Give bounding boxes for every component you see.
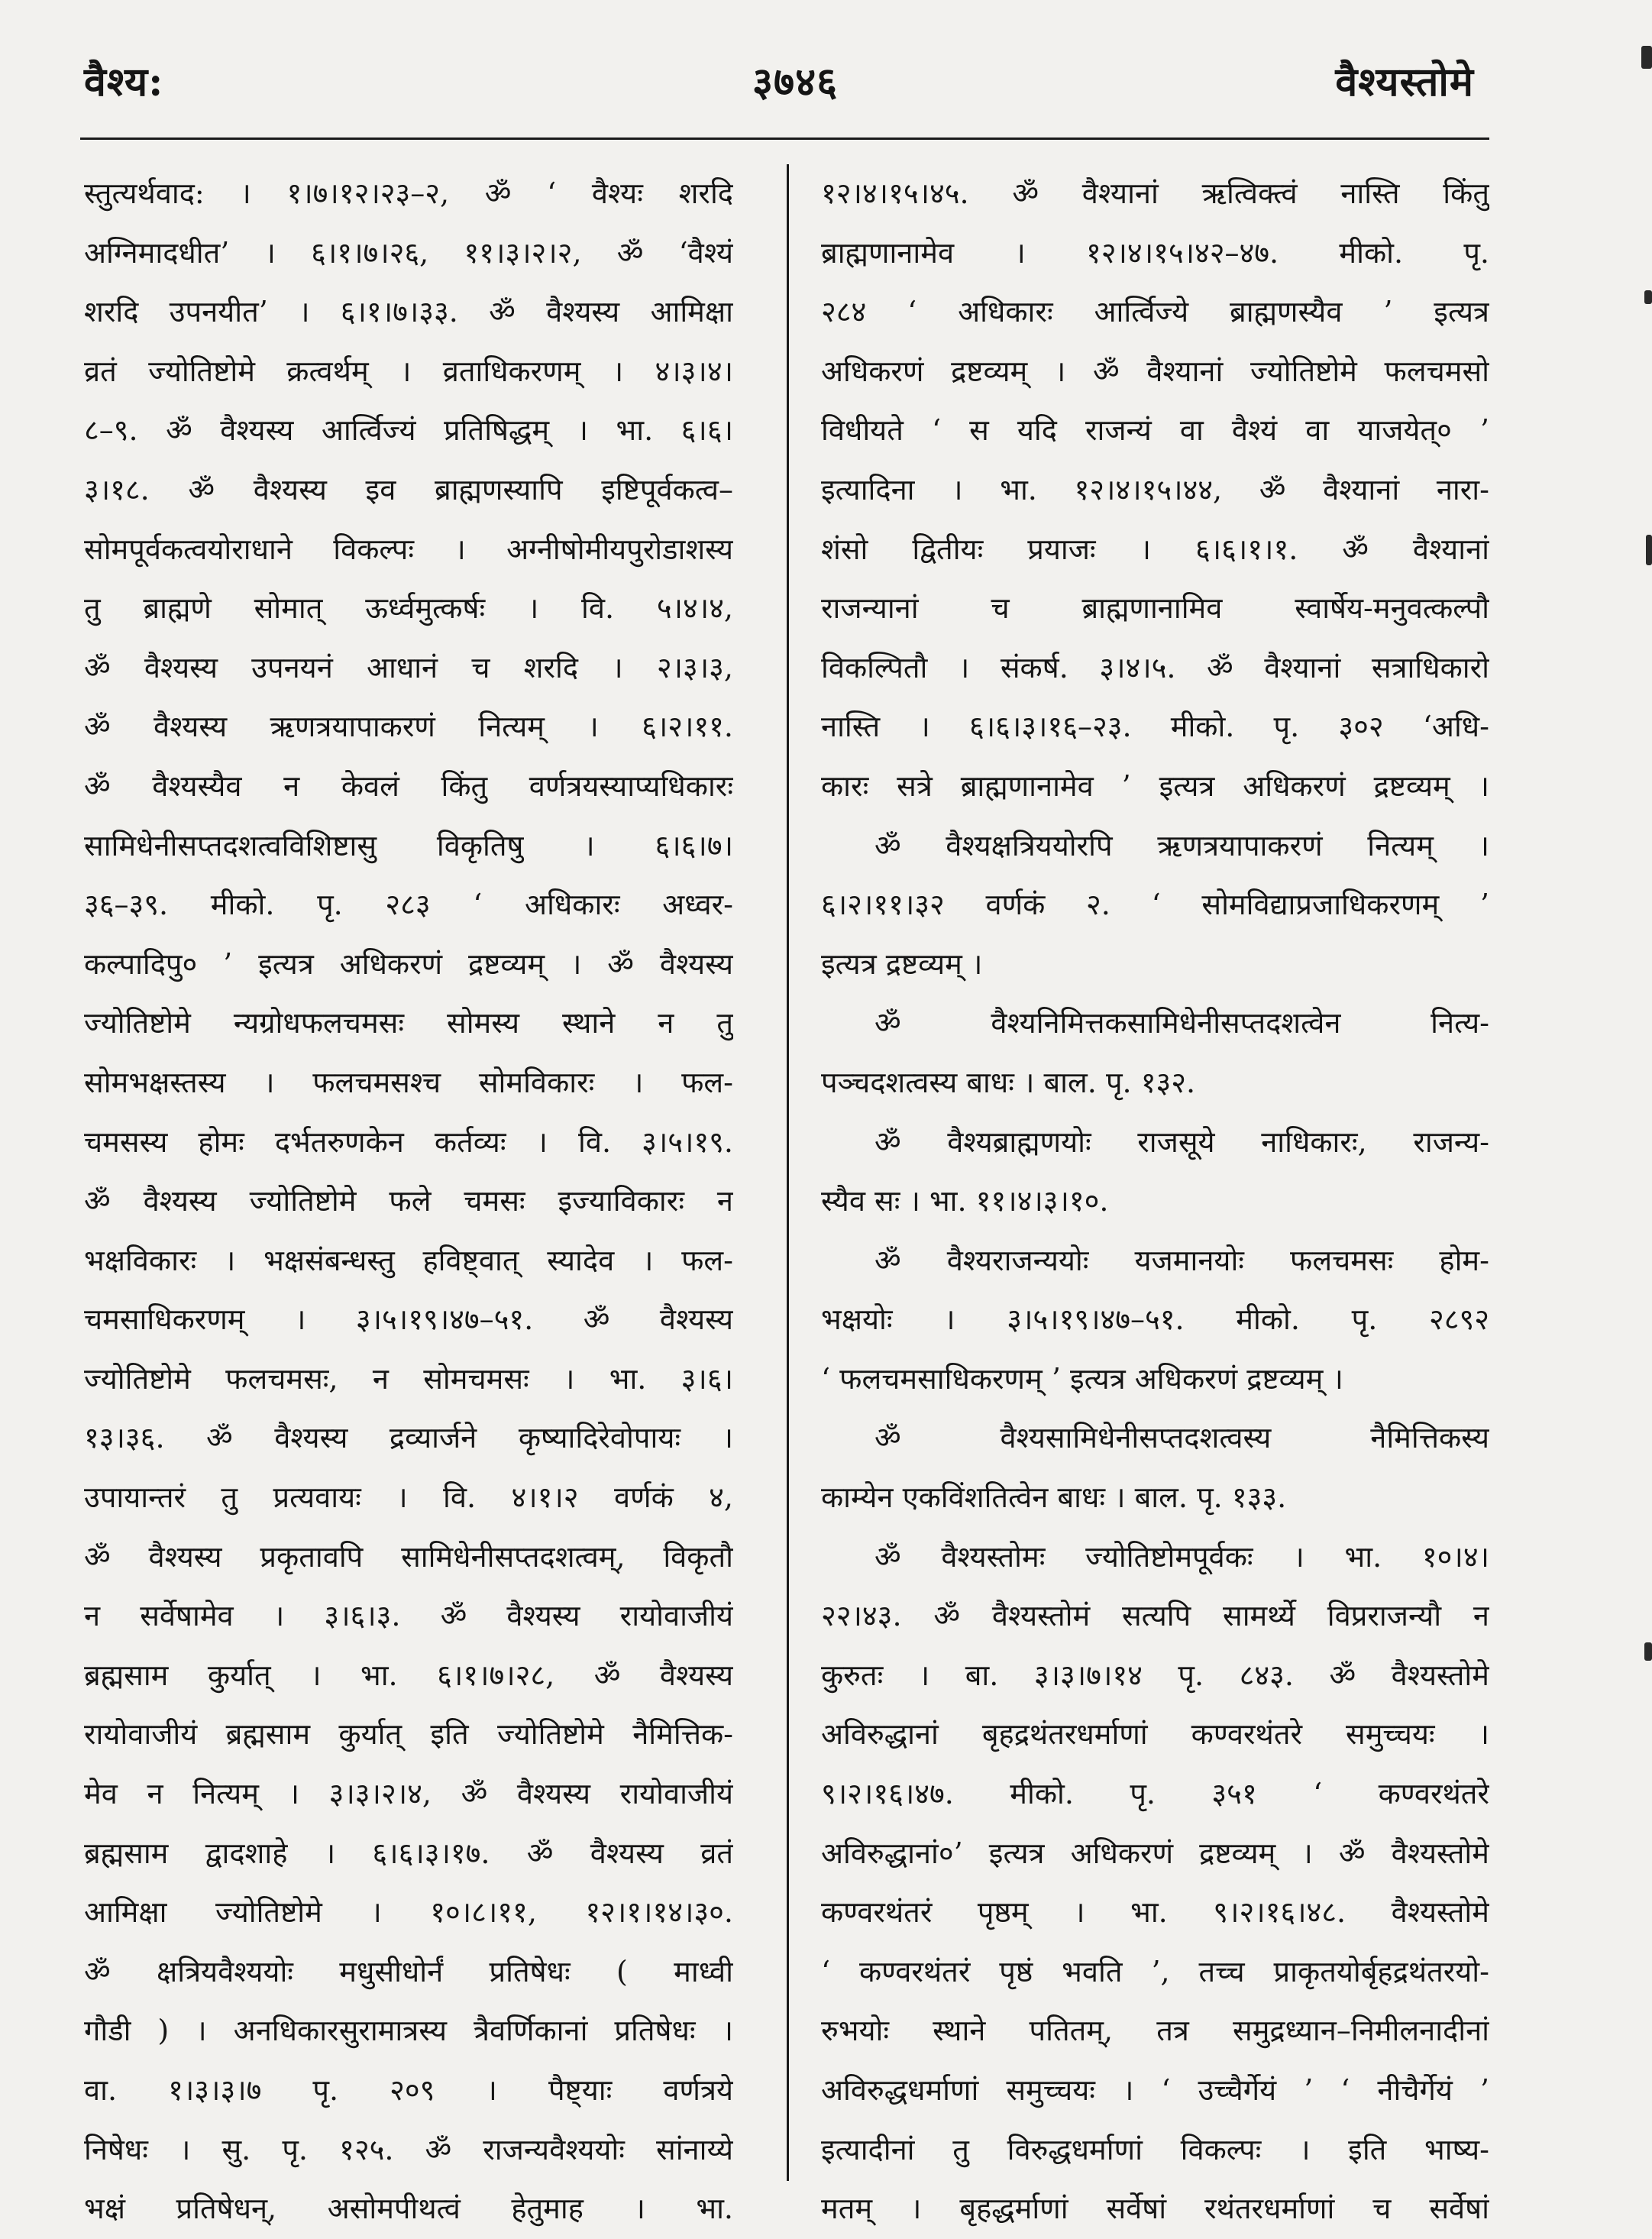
right-column-line: ॐ वैश्यक्षत्रिययोरपि ऋणत्रयापाकरणं नित्यम् । [874, 828, 1489, 862]
right-column-line: ‘ फलचमसाधिकरणम् ’ इत्यत्र अधिकरणं द्रष्टव्यम् । [821, 1361, 1343, 1396]
left-column-line: स्तुत्यर्थवाद: । १।७।१२।२३–२, ॐ ‘ वैश्यः शरदि [84, 176, 733, 210]
right-column-line: अविरुद्धानां०’ इत्यत्र अधिकरणं द्रष्टव्यम् । ॐ वैश्यस्तोमे [821, 1836, 1489, 1870]
right-column-line: ॐ वैश्यब्राह्मणयोः राजसूये नाधिकारः, राजन्य- [874, 1124, 1489, 1159]
left-column-line: कल्पादिपु० ’ इत्यत्र अधिकरणं द्रष्टव्यम् । ॐ वैश्यस्य [84, 946, 733, 981]
left-column-line: ॐ वैश्यस्य प्रकृतावपि सामिधेनीसप्तदशत्वम्, विकृतौ [84, 1539, 733, 1574]
right-column [821, 164, 1489, 2239]
left-column-line: न सर्वेषामेव । ३।६।३. ॐ वैश्यस्य रायोवाजीयं [84, 1599, 733, 1633]
right-column-line: काम्येन एकविंशतित्वेन बाधः । बाल. पृ. १३३. [821, 1480, 1287, 1515]
left-column-line: ॐ वैश्यस्यैव न केवलं किंतु वर्णत्रयस्याप्यधिकारः [84, 768, 733, 803]
right-column-line: इत्यादीनां तु विरुद्धधर्माणां विकल्पः । इति भाष्य- [821, 2132, 1489, 2166]
right-column-line: ६।२।११।३२ वर्णकं २. ‘ सोमविद्याप्रजाधिकरणम् ’ [821, 888, 1489, 922]
scan-edge-mark [1644, 1642, 1652, 1661]
left-column-line: ॐ वैश्यस्य उपनयनं आधानं च शरदि । २।३।३, [84, 650, 733, 684]
right-column-line: विकल्पितौ । संकर्ष. ३।४।५. ॐ वैश्यानां सत्राधिकारो [821, 650, 1489, 684]
left-column-line: ज्योतिष्टोमे फलचमसः, न सोमचमसः । भा. ३।६। [84, 1361, 733, 1396]
left-column-line: ॐ वैश्यस्य ऋणत्रयापाकरणं नित्यम् । ६।२।११. [84, 710, 733, 744]
left-column-line: शरदि उपनयीत’ । ६।१।७।३३. ॐ वैश्यस्य आमिक्षा [84, 295, 733, 329]
right-column-line: रुभयोः स्थाने पतितम्, तत्र समुद्रध्यान–निमीलनादीनां [821, 2014, 1489, 2048]
right-column-line: ब्राह्मणानामेव । १२।४।१५।४२–४७. मीको. पृ. [821, 235, 1489, 270]
right-column-line: शंसो द्वितीयः प्रयाजः । ६।६।१।१. ॐ वैश्यानां [821, 532, 1489, 566]
right-column-line: ‘ कण्वरथंतरं पृष्ठं भवति ’, तच्च प्राकृतयोर्बृहद्रथंतरयो- [821, 1954, 1489, 1988]
left-column-line: चमसाधिकरणम् । ३।५।१९।४७–५१. ॐ वैश्यस्य [84, 1302, 733, 1337]
right-column-line: राजन्यानां च ब्राह्मणानामिव स्वार्षेय-मनुवत्कल्पौ [821, 591, 1489, 626]
left-column-line: ब्रह्मसाम द्वादशाहे । ६।६।३।१७. ॐ वैश्यस्य व्रतं [84, 1836, 733, 1870]
scan-edge-mark [1646, 535, 1652, 565]
left-column-line: मेव न नित्यम् । ३।३।२।४, ॐ वैश्यस्य रायोवाजीयं [84, 1777, 733, 1811]
right-column-line: २८४ ‘ अधिकारः आर्त्विज्ये ब्राह्मणस्यैव ’ इत्यत्र [821, 295, 1489, 329]
right-column-line: मतम् । बृहद्धर्माणां सर्वेषां रथंतरधर्माणां च सर्वेषां [821, 2192, 1489, 2226]
left-column-line: वा. १।३।३।७ पृ. २०९ । पैष्ट्याः वर्णत्रये [84, 2073, 733, 2107]
right-column-line: भक्षयोः । ३।५।१९।४७–५१. मीको. पृ. २८९२ [821, 1302, 1489, 1337]
right-column-line: नास्ति । ६।६।३।१६–२३. मीको. पृ. ३०२ ‘अधि- [821, 710, 1489, 744]
left-column-line: ३।१८. ॐ वैश्यस्य इव ब्राह्मणस्यापि इष्टिपूर्वकत्व– [84, 472, 733, 506]
left-column-line: तु ब्राह्मणे सोमात् ऊर्ध्वमुत्कर्षः । वि. ५।४।४, [84, 591, 733, 626]
right-column-line: अविरुद्धधर्माणां समुच्चयः । ‘ उच्चैर्गेयं ’ ‘ नीचैर्गेयं ’ [821, 2073, 1489, 2107]
right-column-line: कुरुतः । बा. ३।३।७।१४ पृ. ८४३. ॐ वैश्यस्तोमे [821, 1658, 1489, 1692]
left-column-line: ॐ वैश्यस्य ज्योतिष्टोमे फले चमसः इज्याविकारः न [84, 1184, 733, 1218]
left-column-line: १३।३६. ॐ वैश्यस्य द्रव्यार्जने कृष्यादिरेवोपायः । [84, 1421, 733, 1455]
left-column-line: ब्रह्मसाम कुर्यात् । भा. ६।१।७।२८, ॐ वैश्यस्य [84, 1658, 733, 1692]
right-column-line: ॐ वैश्यसामिधेनीसप्तदशत्वस्य नैमित्तिकस्य [874, 1421, 1489, 1455]
right-column-line: ॐ वैश्यनिमित्तकसामिधेनीसप्तदशत्वेन नित्य- [874, 1006, 1489, 1040]
header-rule [80, 138, 1489, 140]
left-column-line: चमसस्य होमः दर्भतरुणकेन कर्तव्यः । वि. ३।५।१९. [84, 1124, 733, 1159]
right-column-line: ॐ वैश्यराजन्ययोः यजमानयोः फलचमसः होम- [874, 1243, 1489, 1277]
left-column-line: सोमभक्षस्तस्य । फलचमसश्च सोमविकारः । फल- [84, 1065, 733, 1099]
left-column-line: ३६–३९. मीको. पृ. २८३ ‘ अधिकारः अध्वर- [84, 888, 733, 922]
right-column-line: इत्यादिना । भा. १२।४।१५।४४, ॐ वैश्यानां नारा- [821, 472, 1489, 506]
right-column-line: कारः सत्रे ब्राह्मणानामेव ’ इत्यत्र अधिकरणं द्रष्टव्यम् । [821, 768, 1489, 803]
right-column-line: स्यैव सः । भा. ११।४।३।१०. [821, 1184, 1109, 1218]
right-column-line: २२।४३. ॐ वैश्यस्तोमं सत्यपि सामर्थ्ये विप्रराजन्यौ न [821, 1599, 1489, 1633]
scan-edge-mark [1644, 290, 1652, 304]
left-column-line: अग्निमादधीत’ । ६।१।७।२६, ११।३।२।२, ॐ ‘वैश्यं [84, 235, 733, 270]
left-column-line: ८–९. ॐ वैश्यस्य आर्त्विज्यं प्रतिषिद्धम् । भा. ६।६। [84, 413, 733, 448]
right-column-line: १२।४।१५।४५. ॐ वैश्यानां ऋत्विक्त्वं नास्ति किंतु [821, 176, 1489, 210]
right-column-line: ९।२।१६।४७. मीको. पृ. ३५१ ‘ कण्वरथंतरे [821, 1777, 1489, 1811]
right-column-line: विधीयते ‘ स यदि राजन्यं वा वैश्यं वा याजयेत्० ’ [821, 413, 1489, 448]
left-column-line: आमिक्षा ज्योतिष्टोमे । १०।८।११, १२।१।१४।३०. [84, 1895, 733, 1930]
right-column-line: अविरुद्धानां बृहद्रथंतरधर्माणां कण्वरथंतरे समुच्चयः । [821, 1717, 1489, 1752]
left-column-line: सामिधेनीसप्तदशत्वविशिष्टासु विकृतिषु । ६।६।७। [84, 828, 733, 862]
right-column-line: कण्वरथंतरं पृष्ठम् । भा. ९।२।१६।४८. वैश्यस्तोमे [821, 1895, 1489, 1930]
left-column-line: भक्षं प्रतिषेधन्, असोमपीथत्वं हेतुमाह । भा. [84, 2192, 733, 2226]
left-column-line: उपायान्तरं तु प्रत्यवायः । वि. ४।१।२ वर्णकं ४, [84, 1480, 733, 1515]
left-column-line: सोमपूर्वकत्वयोराधाने विकल्पः । अग्नीषोमीयपुरोडाशस्य [84, 532, 733, 566]
left-column [84, 164, 733, 2239]
left-column-line: व्रतं ज्योतिष्टोमे क्रत्वर्थम् । व्रताधिकरणम् । ४।३।४। [84, 354, 733, 388]
header-left-guide-word: वैश्य: [84, 59, 164, 105]
page-number: ३७४६ [752, 59, 839, 105]
right-column-line: ॐ वैश्यस्तोमः ज्योतिष्टोमपूर्वकः । भा. १०।४। [874, 1539, 1489, 1574]
scan-edge-mark [1641, 46, 1652, 69]
left-column-line: ॐ क्षत्रियवैश्ययोः मधुसीधोर्नं प्रतिषेधः ( माध्वी [84, 1954, 733, 1988]
right-column-line: पञ्चदशत्वस्य बाधः । बाल. पृ. १३२. [821, 1065, 1196, 1099]
header-right-guide-word: वैश्यस्तोमे [1335, 59, 1474, 105]
left-column-line: ज्योतिष्टोमे न्यग्रोधफलचमसः सोमस्य स्थाने न तु [84, 1006, 733, 1040]
left-column-line: निषेधः । सु. पृ. १२५. ॐ राजन्यवैश्ययोः सांनाय्ये [84, 2132, 733, 2166]
right-column-line: इत्यत्र द्रष्टव्यम् । [821, 946, 983, 981]
left-column-line: रायोवाजीयं ब्रह्मसाम कुर्यात् इति ज्योतिष्टोमे नैमित्तिक- [84, 1717, 733, 1752]
right-column-line: अधिकरणं द्रष्टव्यम् । ॐ वैश्यानां ज्योतिष्टोमे फलचमसो [821, 354, 1489, 388]
left-column-line: गौडी ) । अनधिकारसुरामात्रस्य त्रैवर्णिकानां प्रतिषेधः । [84, 2014, 733, 2048]
left-column-line: भक्षविकारः । भक्षसंबन्धस्तु हविष्ट्वात् स्यादेव । फल- [84, 1243, 733, 1277]
column-divider [787, 164, 789, 2181]
